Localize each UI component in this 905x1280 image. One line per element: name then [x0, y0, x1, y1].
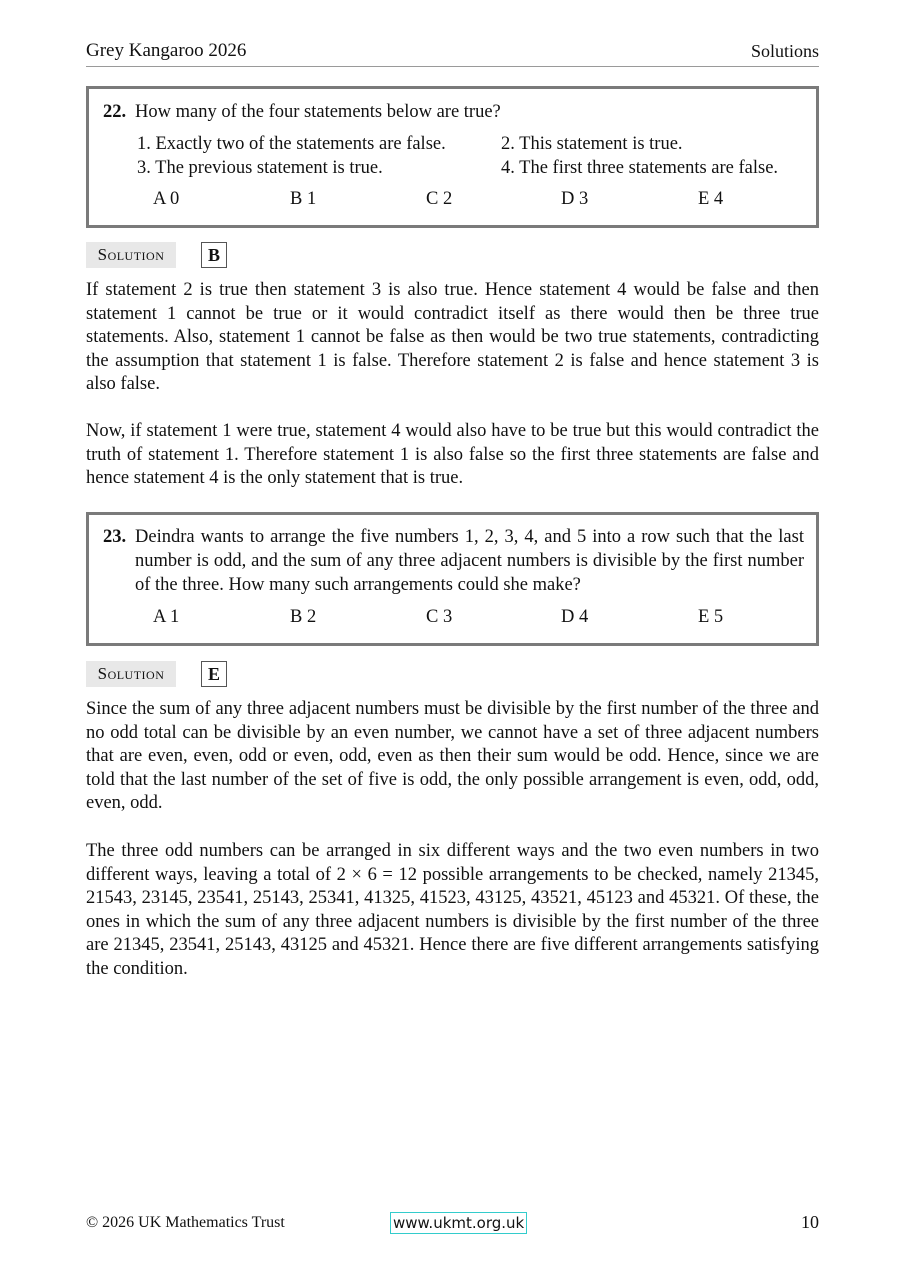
option-b: B 1 [290, 189, 317, 209]
option-d: D 3 [561, 189, 589, 209]
page-footer [86, 1212, 819, 1236]
website-link[interactable]: www.ukmt.org.uk [390, 1212, 527, 1234]
question-text: Deindra wants to arrange the five numbers 1, 2, 3, 4, and 5 into a row such that the last number is odd, and the sum of any three adjacent numbers is divisible by the first number of the three. How many such arrangements could she make? [135, 527, 804, 595]
option-c: C 2 [426, 189, 453, 209]
question-text: How many of the four statements below are true? [135, 102, 501, 122]
solution-22-paragraph-1: If statement 2 is true then statement 3 is also true. Hence statement 4 would be false and then statement 1 cannot be true or it would contradict itself as there would then be three true statements. Also, statement 1 cannot be false as then would be two true statements, contradicting the assumption that statement 1 is false. Therefore statement 2 is false and hence statement 3 is also false. [86, 280, 819, 394]
option-c: C 3 [426, 607, 453, 627]
page-header [86, 40, 819, 67]
page [86, 0, 819, 1280]
header-title: Grey Kangaroo 2026 [86, 40, 247, 61]
option-e: E 5 [698, 607, 724, 627]
solution-label: Solution [86, 242, 176, 268]
option-e: E 4 [698, 189, 724, 209]
statement-1: 1. Exactly two of the statements are false. [137, 134, 446, 154]
answer-box: B [201, 242, 227, 268]
option-b: B 2 [290, 607, 317, 627]
statement-2: 2. This statement is true. [501, 134, 683, 154]
solution-22-paragraph-2: Now, if statement 1 were true, statement 4 would also have to be true but this would contradict the truth of statement 1. Therefore statement 1 is also false so the first three statements are false and hence statement 4 is the only statement that is true. [86, 421, 819, 488]
question-number: 23. [103, 527, 127, 547]
header-section: Solutions [750, 41, 819, 61]
answer-box: E [201, 661, 227, 687]
statement-3: 3. The previous statement is true. [137, 158, 383, 178]
question-22-box [86, 86, 819, 228]
question-23-box [86, 512, 819, 646]
page-number: 10 [801, 1212, 819, 1232]
option-a: A 1 [153, 607, 180, 627]
option-d: D 4 [561, 607, 589, 627]
statement-4: 4. The first three statements are false. [501, 158, 779, 178]
option-a: A 0 [153, 189, 180, 209]
solution-23-paragraph-2: The three odd numbers can be arranged in six different ways and the two even numbers in two different ways, leaving a total of 2 × 6 = 12 possible arrangements to be checked, namely 21345, 21543, 23145, 23541, 25143, 25341, 41325, 41523, 43125, 43521, 45123 and 45321. Of these, the ones in which the sum of any three adjacent numbers is divisible by the first number of the three are 21345, 23541, 25143, 43125 and 45321. Hence there are five different arrangements satisfying the condition. [86, 841, 819, 979]
solution-23-paragraph-1: Since the sum of any three adjacent numbers must be divisible by the first number of the three and no odd total can be divisible by an even number, we cannot have a set of three adjacent numbers that are even, even, odd or even, odd, even as then their sum would be odd. Hence, since we are told that the last number of the set of five is odd, the only possible arrangement is even, odd, odd, even, odd. [86, 699, 819, 813]
question-number: 22. [103, 102, 127, 122]
solution-label: Solution [86, 661, 176, 687]
copyright: © 2026 UK Mathematics Trust [86, 1214, 285, 1231]
